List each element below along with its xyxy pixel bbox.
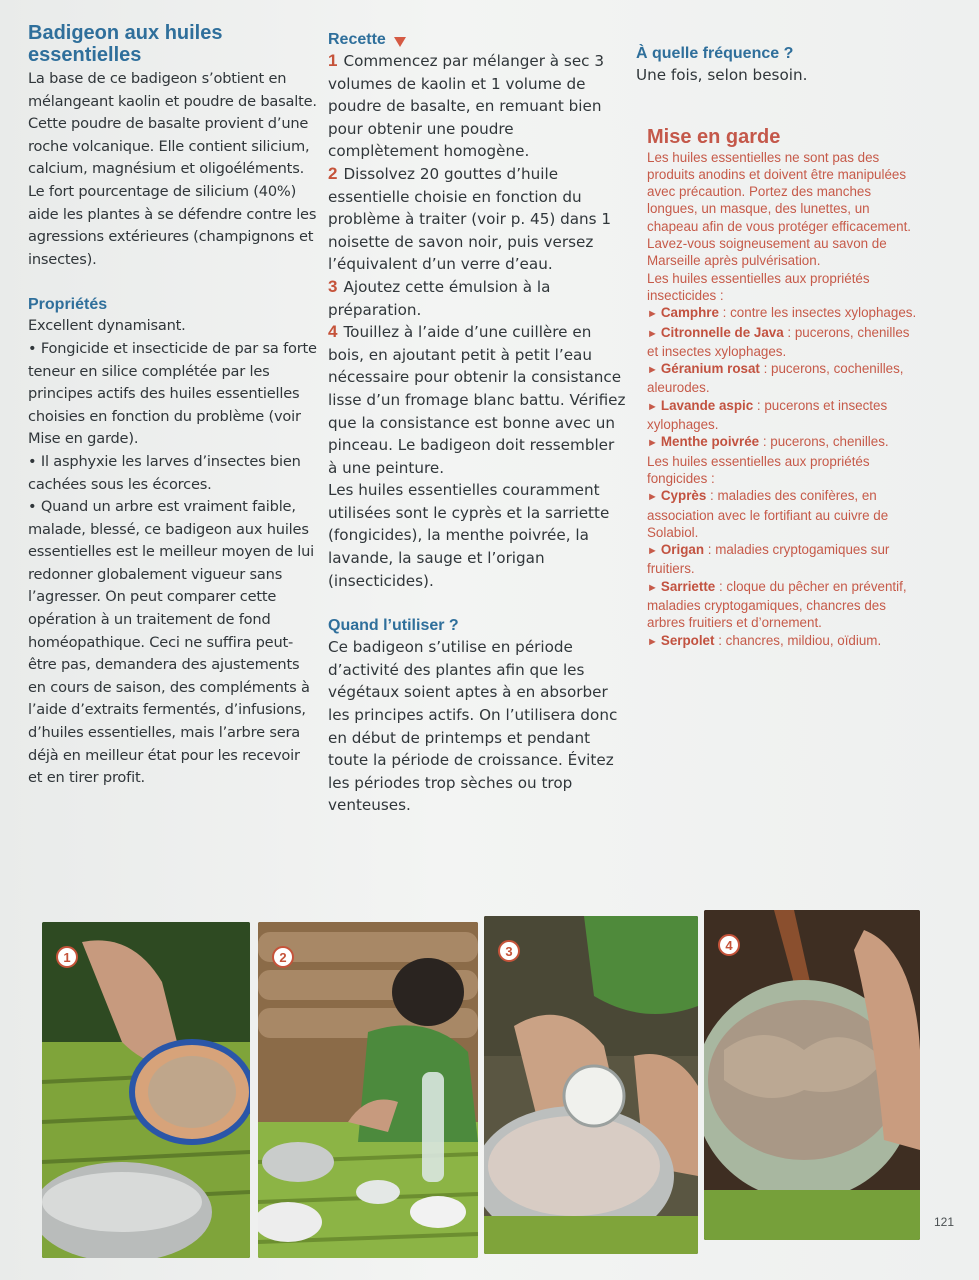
photo-step-1 [42, 922, 250, 1258]
frequency-heading: À quelle fréquence ? [636, 45, 794, 62]
properties-bullet: • Fongicide et insecticide de par sa forte teneur en silice complétée par les principes actifs des huiles essentielles choisies en fonction du problème (voir Mise en garde). [28, 339, 317, 448]
oil-desc: : pucerons, chenilles. [759, 434, 889, 450]
oil-item [647, 433, 917, 452]
triangle-down-icon [394, 37, 406, 47]
recipe-step [328, 276, 628, 321]
arrow-right-icon: ► [647, 327, 658, 340]
frequency-text: Une fois, selon besoin. [636, 66, 808, 84]
oil-item [647, 578, 917, 632]
oil-desc: : contre les insectes xylophages. [718, 305, 917, 321]
oil-item [647, 304, 917, 323]
page-number: 121 [934, 1215, 955, 1229]
recipe-heading: Recette [328, 31, 386, 48]
oil-item [647, 632, 917, 651]
step-text: Commencez par mélanger à sec 3 volumes de kaolin et 1 volume de poudre de basalte, en remuant bien pour obtenir une poudre complètement homogène. [328, 52, 605, 161]
step-number: 2 [328, 163, 338, 183]
properties-bullet: • Quand un arbre est vraiment faible, malade, blessé, ce badigeon aux huiles essentielles est le meilleur moyen de lui redonner globalement vigueur sans l’agresser. On peut comparer cette opération à un traitement de fond homéopathique. Ceci ne suffira peut-être pas, demandera des ajustements en cours de saison, des compléments à l’aide d’extraits fermentés, d’infusions, d’huiles essentielles, mais l’arbre sera déjà en meilleur état pour les recevoir et en tirer profit. [28, 498, 315, 787]
arrow-right-icon: ► [647, 308, 658, 321]
photo-step-3 [484, 916, 698, 1254]
oil-item [647, 324, 917, 361]
step-badge: 2 [272, 946, 294, 968]
recipe-heading-row [328, 30, 628, 50]
intro-paragraph-1: La base de ce badigeon s’obtient en mélangeant kaolin et poudre de basalte. [28, 70, 317, 110]
oil-name: Cyprès [660, 488, 707, 504]
intro-paragraph-2: Cette poudre de basalte provient d’une roche volcanique. Elle contient silicium, calcium, magnésium et oligoéléments. Le fort pourcentage de silicium (40%) aide les plantes à se défendre contre les agressions extérieures (champignons et insectes). [28, 115, 317, 268]
properties-heading: Propriétés [28, 296, 108, 314]
arrow-right-icon: ► [647, 364, 658, 377]
oil-name: Géranium rosat [660, 361, 760, 377]
fungicide-intro: Les huiles essentielles aux propriétés fongicides : [647, 453, 870, 486]
arrow-right-icon: ► [647, 635, 658, 648]
arrow-right-icon: ► [647, 545, 658, 558]
step-text: Dissolvez 20 gouttes d’huile essentielle choisie en fonction du problème à traiter (voir p. 45) dans 1 noisette de savon noir, puis versez l’équivalent d’un verre d’eau. [328, 164, 612, 274]
properties-line: Excellent dynamisant. [28, 317, 186, 335]
recipe-step [328, 163, 628, 276]
oil-desc: : pucerons, cochenilles, aleurodes. [647, 361, 904, 396]
arrow-right-icon: ► [647, 581, 658, 594]
oil-desc: : pucerons, chenilles et insectes xylophages. [647, 324, 910, 359]
step-badge: 1 [56, 946, 78, 968]
oil-item [647, 397, 917, 434]
photo-dissolving-oil [258, 922, 478, 1258]
properties-bullet: • Il asphyxie les larves d’insectes bien cachées sous les écorces. [28, 452, 301, 493]
oil-desc: : maladies des conifères, en association avec le fortifiant au cuivre de Solabiol. [647, 488, 889, 540]
step-badge: 3 [498, 940, 520, 962]
when-heading: Quand l’utiliser ? [328, 617, 459, 635]
step-number: 3 [328, 276, 338, 296]
when-paragraph: Ce badigeon s’utilise en période d’activité des plantes afin que les végétaux soient aptes à en absorber les principes actifs. On l’utilisera donc en début de printemps et pendant toute la période de croissance. Évitez les périodes trop sèches ou trop venteuses. [328, 638, 618, 815]
oil-item [647, 360, 917, 397]
insecticide-intro: Les huiles essentielles aux propriétés insecticides : [647, 270, 870, 303]
oil-desc: : cloque du pêcher en préventif, maladies cryptogamiques, chancres des arbres fruitiers et d’ornement. [647, 578, 907, 631]
article-title: Badigeon aux huiles essentielles [28, 22, 223, 66]
step-badge: 4 [718, 934, 740, 956]
oil-name: Origan [660, 542, 705, 558]
photo-strip [42, 908, 922, 1258]
photo-step-4 [704, 910, 920, 1240]
recipe-step [328, 321, 628, 479]
arrow-right-icon: ► [647, 437, 658, 450]
oils-note: Les huiles essentielles couramment utilisées sont le cyprès et la sarriette (fongicides), la menthe poivrée, la lavande, la sauge et l’origan (insecticides). [328, 481, 610, 590]
oil-item [647, 487, 917, 541]
oil-name: Camphre [660, 305, 719, 321]
oil-name: Citronnelle de Java [660, 324, 784, 340]
step-text: Touillez à l’aide d’une cuillère en bois, en ajoutant petit à petit l’eau nécessaire pour obtenir la consistance lisse d’un fromage blanc battu. Vérifiez que la consistance est bonne avec un pinceau. Le badigeon doit ressembler à une peinture. [328, 323, 626, 477]
oil-name: Lavande aspic [660, 397, 754, 413]
photo-step-2 [258, 922, 478, 1258]
step-number: 1 [328, 51, 338, 70]
column-right [636, 44, 926, 651]
oil-desc: : maladies cryptogamiques sur fruitiers. [647, 542, 890, 577]
warning-heading: Mise en garde [647, 125, 781, 148]
oil-name: Sarriette [660, 578, 716, 594]
step-number: 4 [328, 322, 338, 342]
warning-text: Les huiles essentielles ne sont pas des produits anodins et doivent être manipulées avec précaution. Portez des manches longues, un masque, des lunettes, un chapeau afin de vous protéger efficacement. Lavez-vous soigneusement au savon de Marseille après pulvérisation. [647, 149, 912, 269]
photo-adding-emulsion [484, 916, 698, 1254]
oil-desc: : chancres, mildiou, oïdium. [714, 632, 882, 648]
photo-stirring-paste [704, 910, 920, 1240]
oil-desc: : pucerons et insectes xylophages. [647, 397, 888, 433]
photo-mixing-powder [42, 922, 250, 1258]
column-left [28, 22, 318, 790]
oil-name: Menthe poivrée [660, 434, 760, 450]
oil-name: Serpolet [660, 632, 715, 648]
arrow-right-icon: ► [647, 491, 658, 504]
recipe-step [328, 50, 628, 163]
column-middle [328, 30, 628, 817]
oil-item [647, 541, 917, 578]
arrow-right-icon: ► [647, 400, 658, 413]
step-text: Ajoutez cette émulsion à la préparation. [328, 277, 551, 319]
